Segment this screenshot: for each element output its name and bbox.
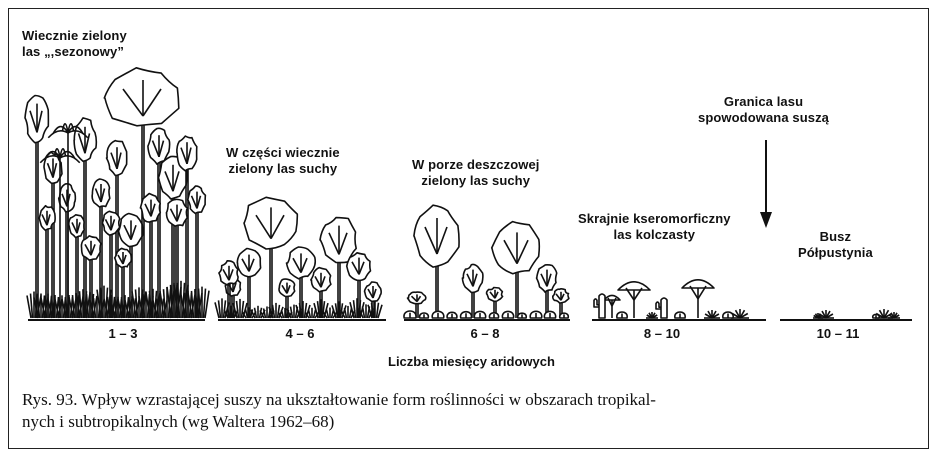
zone-2-label-line-1: W części wiecznie <box>226 145 340 160</box>
shrub <box>489 313 498 318</box>
zone-5-label-line-2: Półpustynia <box>798 245 873 260</box>
zone-2-label <box>226 145 340 177</box>
shrub <box>873 314 880 318</box>
palm-frond <box>48 131 68 138</box>
shrub <box>723 312 733 318</box>
arrow-head <box>760 212 772 228</box>
zone-3-label-line-1: W porze deszczowej <box>412 157 540 172</box>
thorn-crown <box>604 295 620 300</box>
zone-1-range: 1 – 3 <box>108 326 138 341</box>
spiky-shrub <box>888 312 900 318</box>
axis-title: Liczba miesięcy aridowych <box>388 354 555 369</box>
zone-3-range: 6 – 8 <box>470 326 500 341</box>
zone-2-label-line-2: zielony las suchy <box>228 161 338 176</box>
tree <box>462 264 483 318</box>
tree-crown <box>492 222 540 274</box>
shrub <box>432 311 444 318</box>
zone-3-label <box>412 157 540 189</box>
zone-1-label <box>22 28 127 60</box>
tree-crown <box>104 68 179 126</box>
forest-limit-arrow <box>760 140 772 228</box>
palm-frond <box>60 156 80 163</box>
tree <box>537 265 557 318</box>
zone-5-label-line-1: Busz <box>819 229 852 244</box>
shrub <box>544 311 555 318</box>
cactus-body <box>661 298 667 318</box>
tree-crown <box>320 218 356 263</box>
thorn-crown <box>682 280 714 288</box>
zone-3-label-line-2: zielony las suchy <box>421 173 531 188</box>
zone-1-label-line-1: Wiecznie zielony <box>22 28 127 43</box>
caption-line-2: nych i subtropikalnych (wg Waltera 1962–68) <box>22 412 335 431</box>
shrub <box>404 311 416 318</box>
tree <box>492 222 540 318</box>
spiky-shrub <box>704 310 720 318</box>
zone-2-range: 4 – 6 <box>285 326 315 341</box>
spiky-shrub <box>813 313 823 318</box>
shrub <box>474 311 485 318</box>
thorn-crown <box>618 282 650 290</box>
zone-5-label <box>798 229 873 261</box>
shrub <box>530 311 542 318</box>
shrub <box>560 313 569 318</box>
zone-4-range: 8 – 10 <box>643 326 681 341</box>
shrub <box>420 313 429 318</box>
cactus <box>656 298 667 318</box>
zone-4-label <box>578 211 731 243</box>
caption-line-1: Rys. 93. Wpływ wzrastającej suszy na ukształtowanie form roślinności w obszarach tropikal- <box>22 390 656 409</box>
shrub <box>675 312 685 318</box>
cactus <box>594 294 605 318</box>
forest-limit-label <box>698 94 829 126</box>
tree <box>158 156 187 318</box>
shrub <box>617 312 627 318</box>
cactus-body <box>599 294 605 318</box>
shrub <box>518 313 527 318</box>
forest-limit-line-1: Granica lasu <box>723 94 804 109</box>
shrub <box>502 311 513 318</box>
forest-limit-line-2: spowodowana suszą <box>698 110 830 125</box>
shrub <box>461 312 472 318</box>
zone-4-label-line-1: Skrajnie kseromorficzny <box>578 211 731 226</box>
figure-caption <box>22 389 912 433</box>
zone-4-label-line-2: las kolczasty <box>613 227 696 242</box>
zone-1-label-line-2: las „,sezonowy” <box>22 44 124 59</box>
spiky-shrub <box>646 312 658 318</box>
zone-5-range: 10 – 11 <box>816 326 860 341</box>
shrub <box>447 312 457 318</box>
